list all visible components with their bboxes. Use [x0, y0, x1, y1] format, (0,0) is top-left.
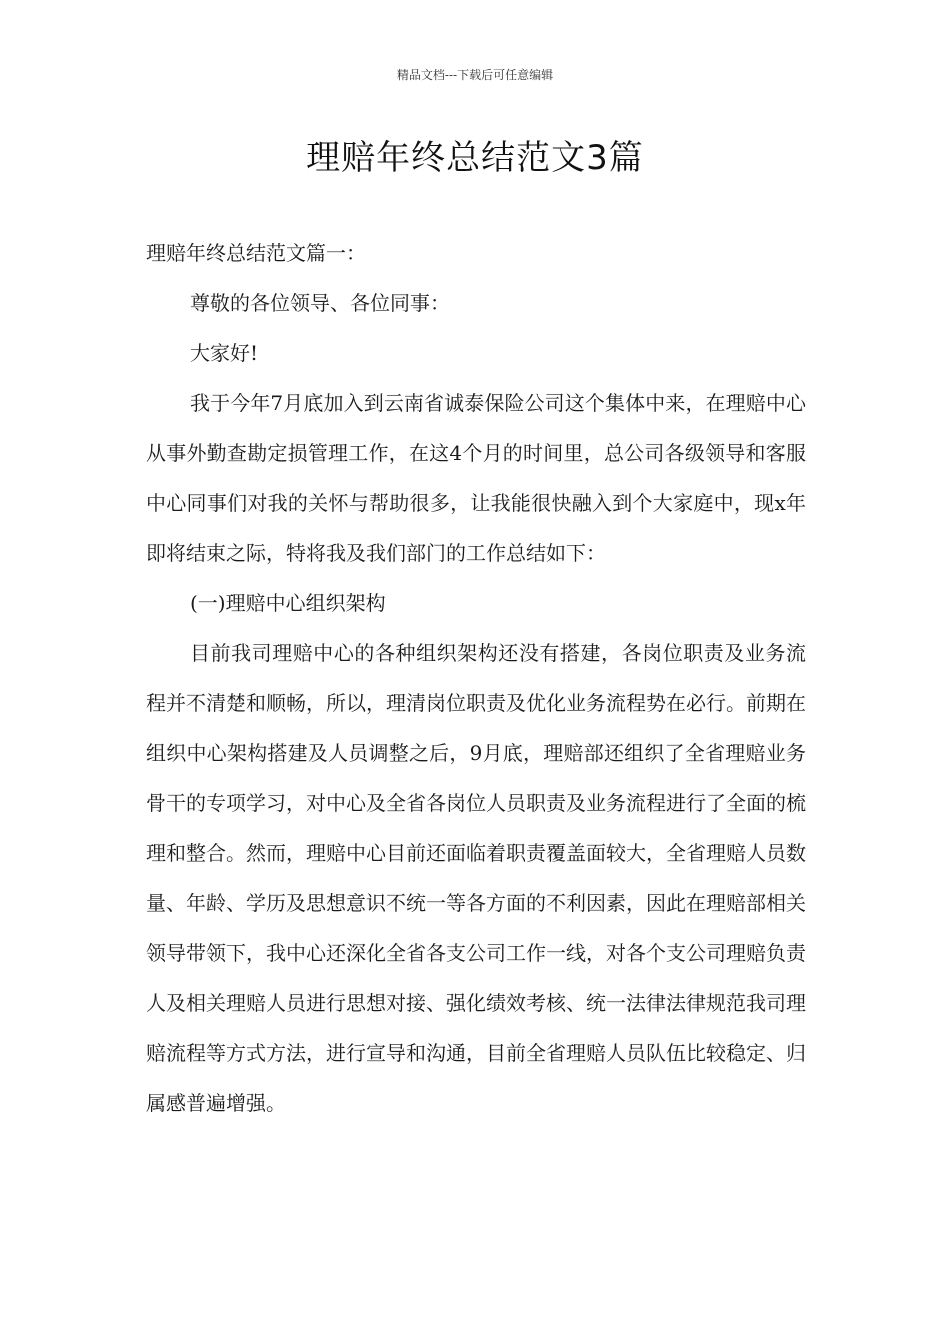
paragraph-intro: 我于今年7月底加入到云南省诚泰保险公司这个集体中来，在理赔中心从事外勤查勘定损管理工作，在这4个月的时间里，总公司各级领导和客服中心同事们对我的关怀与帮助很多，让我能很快融入到个大家庭中，现x年即将结束之际，特将我及我们部门的工作总结如下：: [146, 391, 806, 565]
document-title: 理赔年终总结范文3篇: [306, 138, 644, 178]
header-note: 精品文档---下载后可任意编辑: [396, 68, 554, 82]
salutation: 尊敬的各位领导、各位同事：: [190, 291, 450, 315]
paragraph-organization: 目前我司理赔中心的各种组织架构还没有搭建，各岗位职责及业务流程并不清楚和顺畅，所以，理清岗位职责及优化业务流程势在必行。前期在组织中心架构搭建及人员调整之后，9月底，理赔部还组织了全省理赔业务骨干的专项学习，对中心及全省各岗位人员职责及业务流程进行了全面的梳理和整合。然而，理赔中心目前还面临着职责覆盖面较大，全省理赔人员数量、年龄、学历及思想意识不统一等各方面的不利因素，因此在理赔部相关领导带领下，我中心还深化全省各支公司工作一线，对各个支公司理赔负责人及相关理赔人员进行思想对接、强化绩效考核、统一法律法律规范我司理赔流程等方式方法，进行宣导和沟通，目前全省理赔人员队伍比较稳定、归属感普遍增强。: [146, 641, 806, 1115]
section-heading: 理赔年终总结范文篇一：: [146, 241, 366, 265]
document-body: [146, 228, 806, 1128]
subsection-heading: (一)理赔中心组织架构: [190, 591, 386, 615]
greeting: 大家好!: [190, 341, 259, 365]
